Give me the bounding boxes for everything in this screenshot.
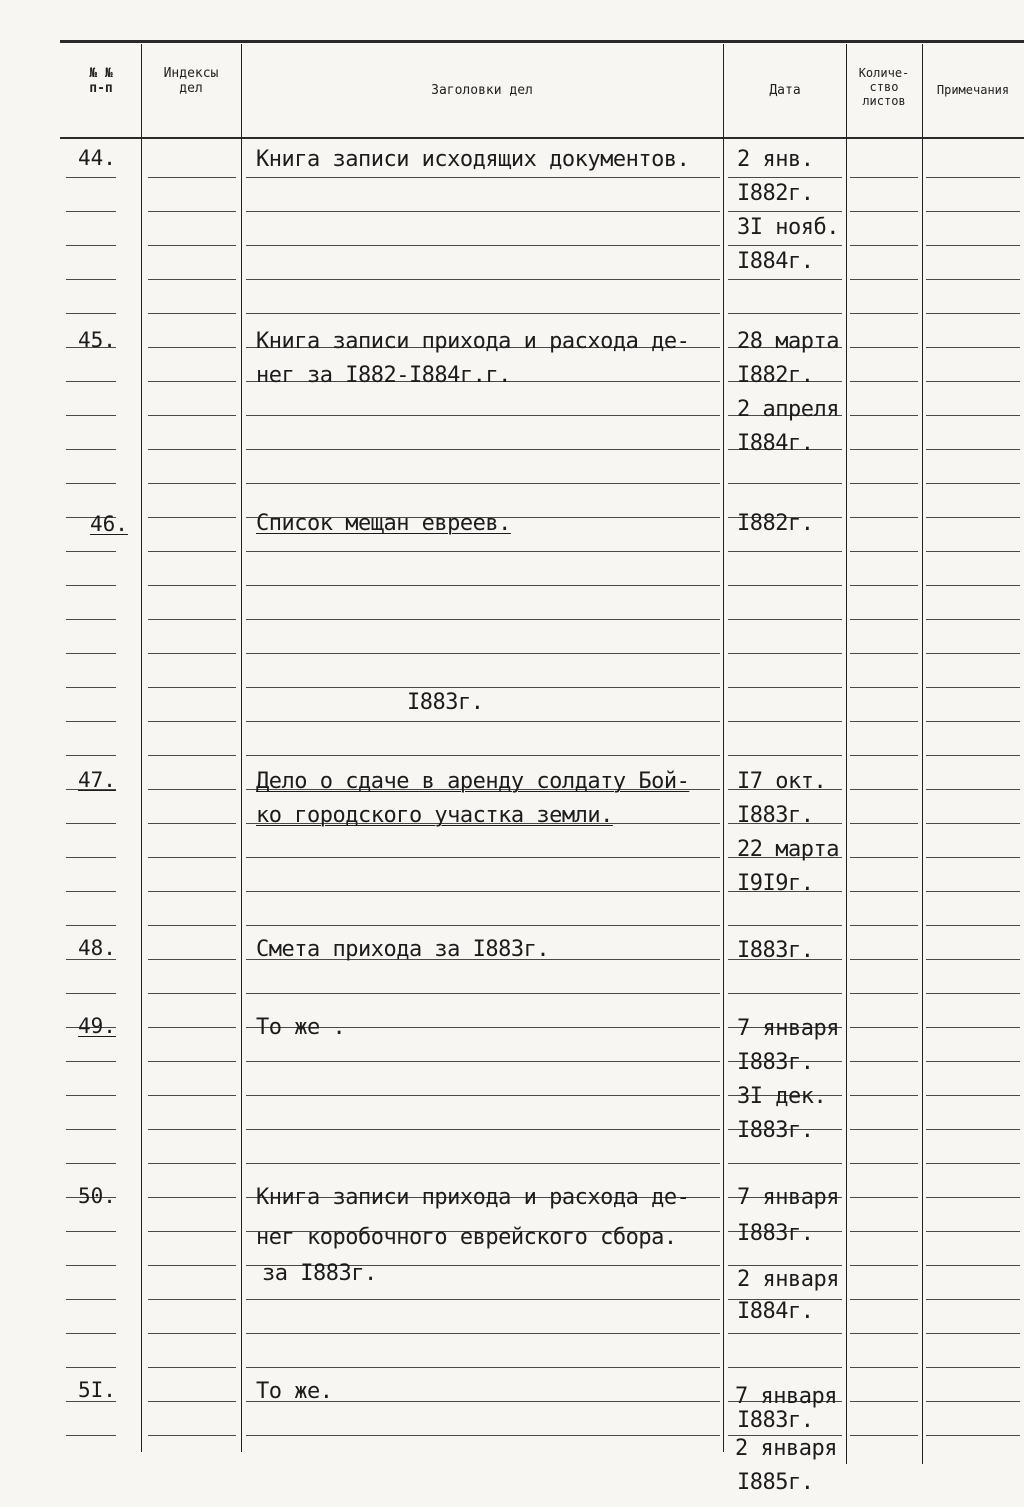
record-date-line: I883г. [737, 1221, 814, 1246]
column-divider-notes [922, 44, 923, 1464]
ruled-line [246, 1095, 720, 1096]
ruled-line [728, 313, 842, 314]
ruled-line [148, 177, 236, 178]
ruled-line [850, 211, 918, 212]
ruled-line [148, 1027, 236, 1028]
record-title-line: Книга записи прихода и расхода де- [256, 1185, 690, 1210]
ruled-line [728, 687, 842, 688]
record-title-line: То же . [256, 1015, 346, 1040]
ruled-line [850, 1095, 918, 1096]
ruled-line [148, 1435, 236, 1436]
ruled-line [66, 993, 116, 994]
ruled-line [246, 619, 720, 620]
ruled-line [246, 483, 720, 484]
record-date-line: I9I9г. [737, 871, 814, 896]
ruled-line [728, 279, 842, 280]
ruled-line [148, 1129, 236, 1130]
column-divider-index [141, 44, 142, 1452]
ruled-line [926, 1197, 1020, 1198]
ruled-line [728, 483, 842, 484]
ruled-line [66, 483, 116, 484]
ruled-line [850, 1265, 918, 1266]
ruled-line [246, 755, 720, 756]
record-date-line: I882г. [737, 511, 814, 536]
ruled-line [148, 313, 236, 314]
ruled-line [246, 415, 720, 416]
ruled-line [926, 789, 1020, 790]
ruled-line [728, 551, 842, 552]
ruled-line [850, 1027, 918, 1028]
ruled-line [728, 1367, 842, 1368]
ruled-line [148, 721, 236, 722]
ruled-line [66, 177, 116, 178]
ruled-line [850, 415, 918, 416]
ruled-line [728, 211, 842, 212]
record-date-line: I883г. [737, 1118, 814, 1143]
ruled-line [926, 619, 1020, 620]
ruled-line [66, 653, 116, 654]
ruled-line [246, 1163, 720, 1164]
ruled-line [926, 585, 1020, 586]
ruled-line [926, 381, 1020, 382]
ruled-line [926, 653, 1020, 654]
ruled-line [148, 687, 236, 688]
ruled-line [728, 993, 842, 994]
ruled-line [246, 1061, 720, 1062]
ruled-line [926, 415, 1020, 416]
ruled-line [926, 211, 1020, 212]
ruled-line [66, 381, 116, 382]
ruled-line [148, 585, 236, 586]
record-title-line: Книга записи исходящих документов. [256, 147, 690, 172]
record-date-line: I882г. [737, 181, 814, 206]
ruled-line [850, 959, 918, 960]
ruled-line [850, 1435, 918, 1436]
column-divider-title [241, 44, 242, 1452]
ruled-line [66, 755, 116, 756]
record-date-line: 2 января [735, 1436, 837, 1461]
record-date-line: I883г. [737, 803, 814, 828]
record-date-line: 2 янв. [737, 147, 814, 172]
ruled-line [926, 1095, 1020, 1096]
ruled-line [66, 687, 116, 688]
ruled-line [246, 585, 720, 586]
ruled-line [246, 925, 720, 926]
record-date-line: 28 марта [737, 329, 839, 354]
record-date-line: I7 окт. [737, 769, 827, 794]
ruled-line [728, 721, 842, 722]
record-title-line: нег коробочного еврейского сбора. [256, 1225, 677, 1250]
record-title-line: за I883г. [262, 1261, 377, 1286]
ruled-line [148, 279, 236, 280]
ruled-line [148, 1095, 236, 1096]
record-title-line: Смета прихода за I883г. [256, 937, 550, 962]
ruled-line [926, 1027, 1020, 1028]
ruled-line [926, 347, 1020, 348]
ruled-line [850, 449, 918, 450]
header-notes: Примечания [936, 83, 1010, 97]
ruled-line [926, 1061, 1020, 1062]
ruled-line [246, 993, 720, 994]
ruled-line [850, 279, 918, 280]
ruled-line [148, 211, 236, 212]
header-number: № № п-п [89, 66, 113, 96]
ruled-line [850, 313, 918, 314]
record-date-line: I884г. [737, 431, 814, 456]
ruled-line [926, 1231, 1020, 1232]
ruled-line [850, 585, 918, 586]
ruled-line [926, 1435, 1020, 1436]
record-date-line: 7 января [735, 1384, 837, 1409]
record-number: 45. [78, 328, 116, 352]
ruled-line [850, 1061, 918, 1062]
ruled-line [926, 1265, 1020, 1266]
record-date-line: I885г. [737, 1470, 814, 1495]
ruled-line [148, 891, 236, 892]
ruled-line [66, 619, 116, 620]
ruled-line [66, 721, 116, 722]
ruled-line [850, 619, 918, 620]
column-divider-sheets [846, 44, 847, 1464]
ruled-line [246, 1299, 720, 1300]
record-title-line: То же. [256, 1379, 333, 1404]
record-title-line: Дело о сдаче в аренду солдату Бой- [256, 769, 690, 794]
ruled-line [246, 1333, 720, 1334]
ruled-line [728, 177, 842, 178]
ruled-line [66, 1333, 116, 1334]
ruled-line [148, 551, 236, 552]
record-date-line: 3I дек. [737, 1084, 827, 1109]
ruled-line [148, 789, 236, 790]
ruled-line [148, 925, 236, 926]
ruled-line [926, 1333, 1020, 1334]
ruled-line [850, 925, 918, 926]
ruled-line [148, 1197, 236, 1198]
ruled-line [850, 517, 918, 518]
ruled-line [66, 823, 116, 824]
ruled-line [246, 891, 720, 892]
ruled-line [148, 1299, 236, 1300]
record-number: 46. [90, 512, 128, 536]
ruled-line [66, 1299, 116, 1300]
ruled-line [66, 313, 116, 314]
ruled-line [926, 1163, 1020, 1164]
ruled-line [246, 449, 720, 450]
ruled-line [148, 449, 236, 450]
ruled-line [246, 245, 720, 246]
ruled-line [850, 1197, 918, 1198]
ruled-line [148, 1231, 236, 1232]
ruled-line [148, 415, 236, 416]
ruled-line [246, 279, 720, 280]
ruled-line [66, 1435, 116, 1436]
ruled-line [728, 1333, 842, 1334]
ruled-line [926, 1129, 1020, 1130]
ruled-line [66, 279, 116, 280]
header-bottom-rule [60, 137, 1024, 139]
ruled-line [66, 415, 116, 416]
record-date-line: 3I нояб. [737, 215, 839, 240]
ruled-line [926, 279, 1020, 280]
record-date-line: 2 января [737, 1267, 839, 1292]
ruled-line [148, 1163, 236, 1164]
ruled-line [926, 177, 1020, 178]
ruled-line [148, 1265, 236, 1266]
ruled-line [728, 755, 842, 756]
ruled-line [148, 959, 236, 960]
ruled-line [728, 585, 842, 586]
header-sheets: Количе- ство листов [858, 66, 910, 108]
ruled-line [850, 1129, 918, 1130]
record-title-line: Список мещан евреев. [256, 511, 511, 536]
ruled-line [850, 755, 918, 756]
ruled-line [926, 721, 1020, 722]
ruled-line [926, 857, 1020, 858]
header-date: Дата [769, 83, 801, 98]
record-date-line: 7 января [737, 1185, 839, 1210]
ruled-line [850, 721, 918, 722]
ruled-line [66, 551, 116, 552]
ruled-line [728, 619, 842, 620]
ruled-line [148, 1061, 236, 1062]
ruled-line [926, 755, 1020, 756]
ruled-line [926, 925, 1020, 926]
ruled-line [246, 313, 720, 314]
ruled-line [246, 1435, 720, 1436]
ruled-line [148, 857, 236, 858]
ruled-line [850, 653, 918, 654]
record-title-line: Книга записи прихода и расхода де- [256, 329, 690, 354]
column-divider-date [723, 44, 724, 1452]
header-index: Индексы дел [163, 66, 219, 96]
ruled-line [148, 993, 236, 994]
ruled-line [66, 585, 116, 586]
ruled-line [246, 653, 720, 654]
ruled-line [148, 517, 236, 518]
ruled-line [246, 721, 720, 722]
ruled-line [148, 381, 236, 382]
ruled-line [926, 993, 1020, 994]
ruled-line [246, 551, 720, 552]
record-date-line: 7 января [737, 1016, 839, 1041]
ruled-line [926, 823, 1020, 824]
ruled-line [850, 245, 918, 246]
ruled-line [66, 1367, 116, 1368]
ruled-line [850, 891, 918, 892]
ruled-line [66, 857, 116, 858]
ruled-line [850, 483, 918, 484]
ruled-line [148, 1401, 236, 1402]
ruled-line [926, 687, 1020, 688]
ruled-line [66, 1129, 116, 1130]
ruled-line [148, 653, 236, 654]
ruled-line [66, 1061, 116, 1062]
ruled-line [850, 1401, 918, 1402]
record-number: 50. [78, 1184, 116, 1208]
ruled-line [66, 1163, 116, 1164]
ruled-line [850, 347, 918, 348]
ruled-line [148, 347, 236, 348]
record-date-line: I883г. [737, 1408, 814, 1433]
ruled-line [148, 1367, 236, 1368]
record-number: 44. [78, 146, 116, 170]
ruled-line [850, 1367, 918, 1368]
ruled-line [850, 789, 918, 790]
ruled-line [246, 177, 720, 178]
ruled-line [850, 687, 918, 688]
ruled-line [850, 177, 918, 178]
ruled-line [246, 211, 720, 212]
record-extra-date: I883г. [407, 690, 484, 715]
ruled-line [926, 551, 1020, 552]
ruled-line [850, 1163, 918, 1164]
header-top-rule [60, 40, 1024, 43]
ruled-line [66, 449, 116, 450]
ruled-line [926, 483, 1020, 484]
ruled-line [850, 1299, 918, 1300]
ruled-line [926, 1299, 1020, 1300]
record-date-line: I883г. [737, 1050, 814, 1075]
record-number: 48. [78, 936, 116, 960]
record-number: 49. [78, 1014, 116, 1038]
ruled-line [246, 857, 720, 858]
ruled-line [850, 857, 918, 858]
ruled-line [66, 1095, 116, 1096]
ruled-line [148, 823, 236, 824]
ruled-line [850, 381, 918, 382]
ruled-line [246, 1367, 720, 1368]
record-date-line: I884г. [737, 249, 814, 274]
ruled-line [926, 1401, 1020, 1402]
record-date-line: 22 марта [737, 837, 839, 862]
record-number: 5I. [78, 1378, 116, 1402]
ruled-line [148, 483, 236, 484]
ruled-line [66, 211, 116, 212]
record-date-line: I882г. [737, 363, 814, 388]
ruled-line [728, 245, 842, 246]
ruled-line [66, 1265, 116, 1266]
ruled-line [246, 1129, 720, 1130]
ruled-line [148, 755, 236, 756]
ruled-line [926, 959, 1020, 960]
ruled-line [926, 1367, 1020, 1368]
ruled-line [926, 313, 1020, 314]
ruled-line [246, 687, 720, 688]
ruled-line [850, 1231, 918, 1232]
ruled-line [850, 823, 918, 824]
record-number: 47. [78, 768, 116, 792]
record-date-line: I883г. [737, 938, 814, 963]
ruled-line [926, 449, 1020, 450]
ruled-line [728, 1163, 842, 1164]
record-date-line: 2 апреля [737, 397, 839, 422]
record-title-line: ко городского участка земли. [256, 803, 613, 828]
ruled-line [148, 619, 236, 620]
record-date-line: I884г. [737, 1299, 814, 1324]
ruled-line [66, 245, 116, 246]
ruled-line [926, 891, 1020, 892]
ruled-line [850, 993, 918, 994]
ruled-line [926, 517, 1020, 518]
ruled-line [66, 891, 116, 892]
ruled-line [66, 925, 116, 926]
record-title-line: нег за I882-I884г.г. [256, 363, 511, 388]
ruled-line [66, 1231, 116, 1232]
ruled-line [728, 1265, 842, 1266]
ruled-line [728, 925, 842, 926]
ruled-line [850, 551, 918, 552]
ruled-line [728, 653, 842, 654]
ruled-line [148, 1333, 236, 1334]
header-title: Заголовки дел [431, 83, 533, 98]
ruled-line [148, 245, 236, 246]
ruled-line [926, 245, 1020, 246]
ruled-line [850, 1333, 918, 1334]
